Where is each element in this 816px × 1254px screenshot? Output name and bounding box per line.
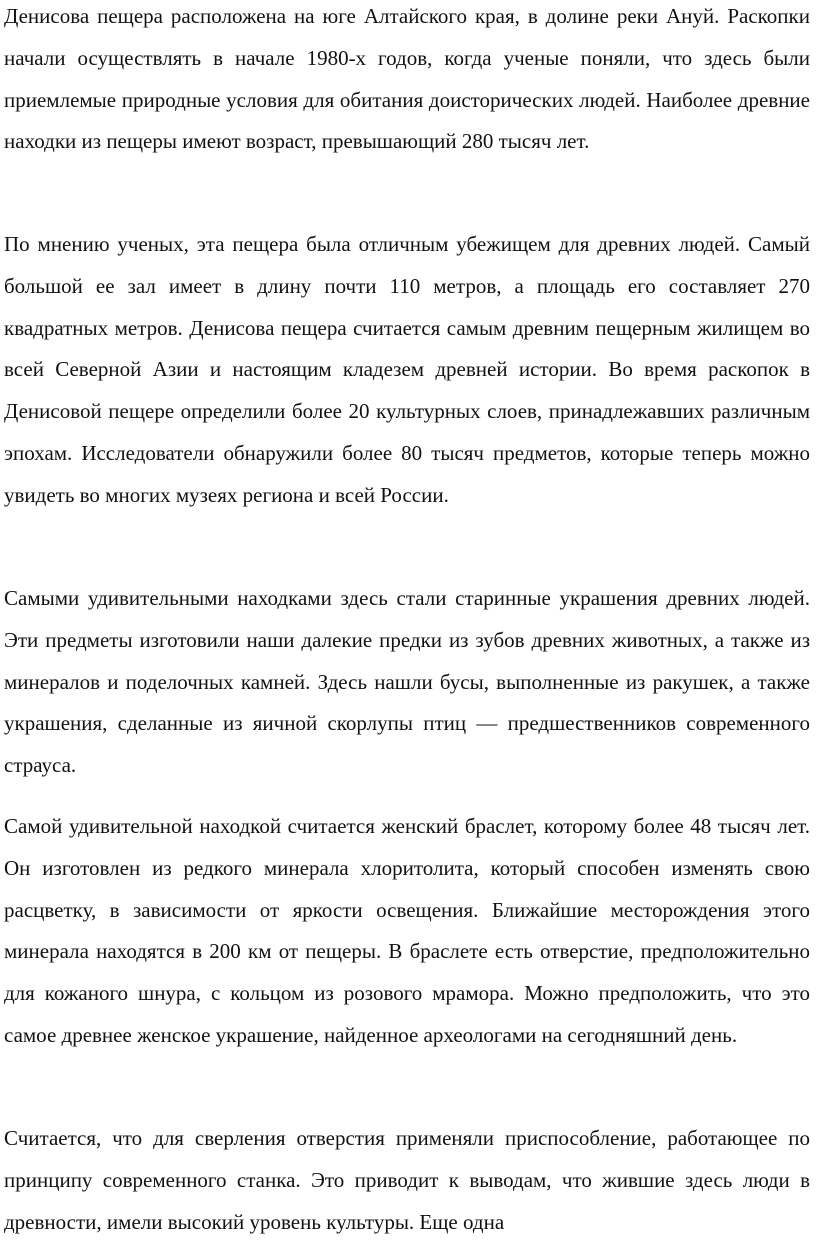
paragraph-2: По мнению ученых, эта пещера была отличным убежищем для древних людей. Самый большой ее зал имеет в длину почти 110 метров, а площадь его составляет 270 квадратных метров. Денисова пещера считается самым древним пещерным жилищем во всей Северной Азии и настоящим кладезем древней истории. Во время раскопок в Денисовой пещере определили более 20 культурных слоев, принадлежавших различным эпохам. Исследователи обнаружили более 80 тысяч предметов, которые теперь можно увидеть во многих музеях региона и всей России. [4, 232, 810, 507]
paragraph-3: Самыми удивительными находками здесь стали старинные украшения древних людей. Эти предметы изготовили наши далекие предки из зубов древних животных, а также из минералов и поделочных камней. Здесь нашли бусы, выполненные из ракушек, а также украшения, сделанные из яичной скорлупы птиц — предшественников современного страуса. [4, 586, 810, 778]
paragraph-5: Считается, что для сверления отверстия применяли приспособление, работающее по принципу современного станка. Это приводит к выводам, что жившие здесь люди в древности, имели высокий уровень культуры. Еще одна [4, 1126, 810, 1234]
paragraph-4: Самой удивительной находкой считается женский браслет, которому более 48 тысяч лет. Он изготовлен из редкого минерала хлоритолита, который способен изменять свою расцветку, в зависимости от яркости освещения. Ближайшие месторождения этого минерала находятся в 200 км от пещеры. В браслете есть отверстие, предположительно для кожаного шнура, с кольцом из розового мрамора. Можно предположить, что это самое древнее женское украшение, найденное археологами на сегодняшний день. [4, 814, 810, 1047]
paragraph-1: Денисова пещера расположена на юге Алтайского края, в долине реки Ануй. Раскопки начали осуществлять в начале 1980-х годов, когда ученые поняли, что здесь были приемлемые природные условия для обитания доисторических людей. Наиболее древние находки из пещеры имеют возраст, превышающий 280 тысяч лет. [4, 4, 810, 154]
document-page [4, 0, 810, 1254]
